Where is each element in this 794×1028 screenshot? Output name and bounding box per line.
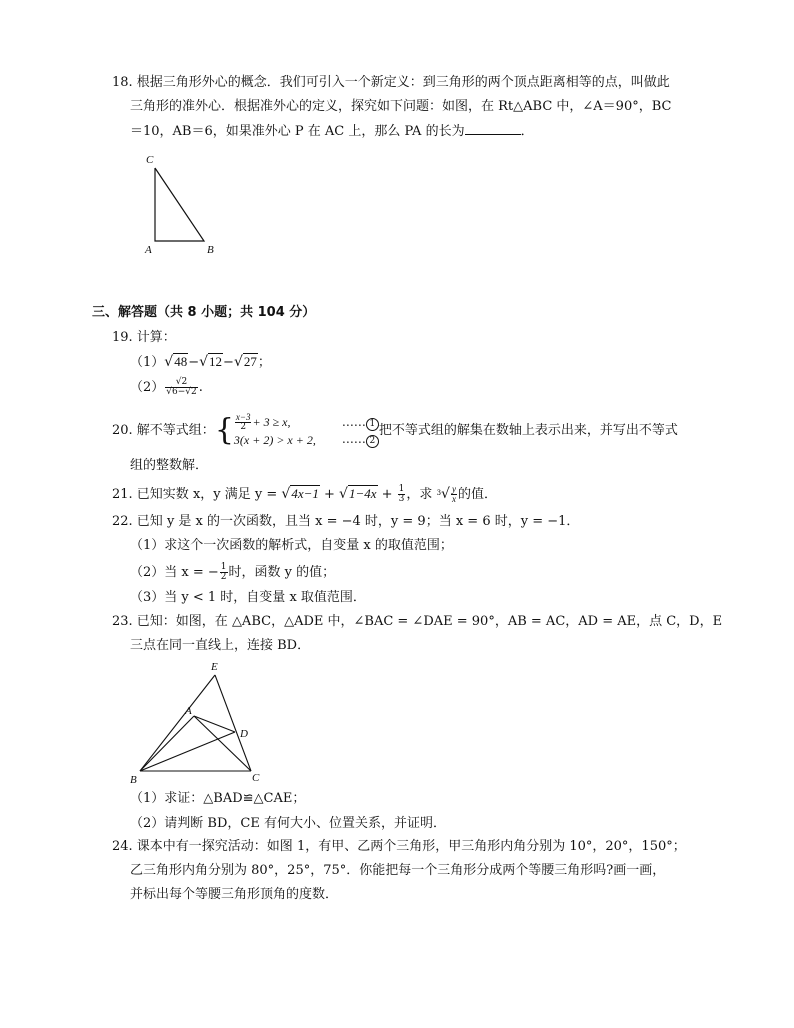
circled-number-1: 1 <box>366 418 379 431</box>
q22-line-1: 22. 已知 y 是 x 的一次函数，且当 x = −4 时，y = 9；当 x = 6 时，y = −1． <box>112 514 580 529</box>
q21-text: 的值． <box>457 487 497 502</box>
radicand: 27 <box>243 354 257 369</box>
fraction-denominator: 3 <box>398 494 405 504</box>
q19-part-2 <box>130 378 203 397</box>
dots: …… <box>341 414 366 429</box>
inequality-2: 3(x + 2) > x + 2, <box>233 433 316 447</box>
fraction-numerator: 1 <box>220 562 227 572</box>
q18-text: ＝10，AB＝6，如果准外心 P 在 AC 上，那么 PA 的长为 <box>130 124 465 139</box>
q22-part-3: （3）当 y < 1 时，自变量 x 取值范围． <box>130 590 366 605</box>
label-b: B <box>130 774 137 786</box>
inequality-1: + 3 ≥ x, <box>252 415 291 429</box>
section-heading: 三、解答题（共 8 小题；共 104 分） <box>92 305 316 320</box>
q22-text: （2）当 x = − <box>130 565 219 580</box>
fraction-numerator: y <box>451 484 456 494</box>
q23-line-1: 23. 已知：如图，在 △ABC，△ADE 中，∠BAC = ∠DAE = 90°，AB = AC，AD = AE，点 C，D，E <box>112 614 723 629</box>
q23-line-2: 三点在同一直线上，连接 BD． <box>130 638 311 653</box>
q24-line-3: 并标出每个等腰三角形顶角的度数． <box>130 887 339 902</box>
q19-part-1: （1）√48−√12−√27； <box>130 354 271 370</box>
q21-line: 21. 已知实数 x，y 满足 y = √4x−1 + √1−4x + $\frac{1}{3}$ ，求 $^3$√ $\frac{y}{x}$ 的值． <box>112 484 497 504</box>
fraction-denominator: x <box>451 494 456 504</box>
q19-heading: 19. 计算： <box>112 330 176 345</box>
part-label: （2） <box>130 380 165 395</box>
q22-part-2 <box>130 563 335 582</box>
q21-text: 21. 已知实数 x，y 满足 y = <box>112 487 278 502</box>
fraction-numerator: 1 <box>398 484 405 494</box>
q18-period: ． <box>520 124 534 139</box>
label-c: C <box>252 772 260 784</box>
fraction-numerator: x−3 <box>235 412 251 422</box>
q20-heading: 20. 解不等式组： <box>112 423 215 438</box>
q21-text: ，求 <box>406 487 433 502</box>
punct: . <box>198 380 203 395</box>
q20-line-2: 组的整数解． <box>130 458 209 473</box>
q20-text: 把不等式组的解集在数轴上表示出来，并写出不等式 <box>378 423 678 438</box>
q18-line-3 <box>130 122 534 141</box>
label-d: D <box>240 728 248 740</box>
q18-triangle-figure <box>140 150 230 260</box>
radicand: 1−4x <box>348 486 377 501</box>
inequality-system <box>234 413 316 448</box>
label-b: B <box>207 244 214 256</box>
punct: ； <box>257 355 271 370</box>
q24-line-2: 乙三角形内角分别为 80°，25°，75°．你能把每一个三角形分成两个等腰三角形吗?画一画， <box>130 863 666 878</box>
label-a: A <box>145 244 152 256</box>
radicand: 4x−1 <box>291 486 319 501</box>
label-c: C <box>146 154 154 166</box>
fraction-denominator: 2 <box>240 422 247 432</box>
fraction-denominator: 2 <box>220 572 227 582</box>
radicand: 12 <box>209 354 223 369</box>
q23-part-1: （1）求证：△BAD≌△CAE； <box>130 791 306 806</box>
q18-line-2: 三角形的准外心．根据准外心的定义，探究如下问题：如图，在 Rt△ABC 中，∠A＝90°，BC <box>130 99 672 114</box>
part-label: （1） <box>130 355 165 370</box>
fraction-numerator: √2 <box>165 378 197 388</box>
circled-number-2: 2 <box>366 435 379 448</box>
q22-part-1: （1）求这个一次函数的解析式，自变量 x 的取值范围； <box>130 538 453 553</box>
q23-part-2: （2）请判断 BD，CE 有何大小、位置关系，并证明． <box>130 816 446 831</box>
q20-line-1: 20. 解不等式组：{ $\frac{x-3}{2}$ + 3 ≥ x, 3(x + 2) > x + 2, …… 1 …… 2 把不等式组的解集在数轴上表示出来，并写出不等式 <box>112 412 678 448</box>
fraction-denominator: √6−√2 <box>166 387 197 397</box>
q23-geometry-figure <box>125 658 275 788</box>
radicand: 48 <box>174 354 188 369</box>
label-a: A <box>185 705 192 717</box>
q24-line-1: 24. 课本中有一探究活动：如图 1，有甲、乙两个三角形，甲三角形内角分别为 10°，20°，150°； <box>112 839 686 854</box>
q18-line-1: 18. 根据三角形外心的概念．我们可引入一个新定义：到三角形的两个顶点距离相等的点，叫做此 <box>112 75 670 90</box>
q22-text: 时，函数 y 的值； <box>228 565 336 580</box>
answer-blank <box>465 122 521 135</box>
dots: …… <box>341 431 366 446</box>
label-e: E <box>211 661 218 673</box>
